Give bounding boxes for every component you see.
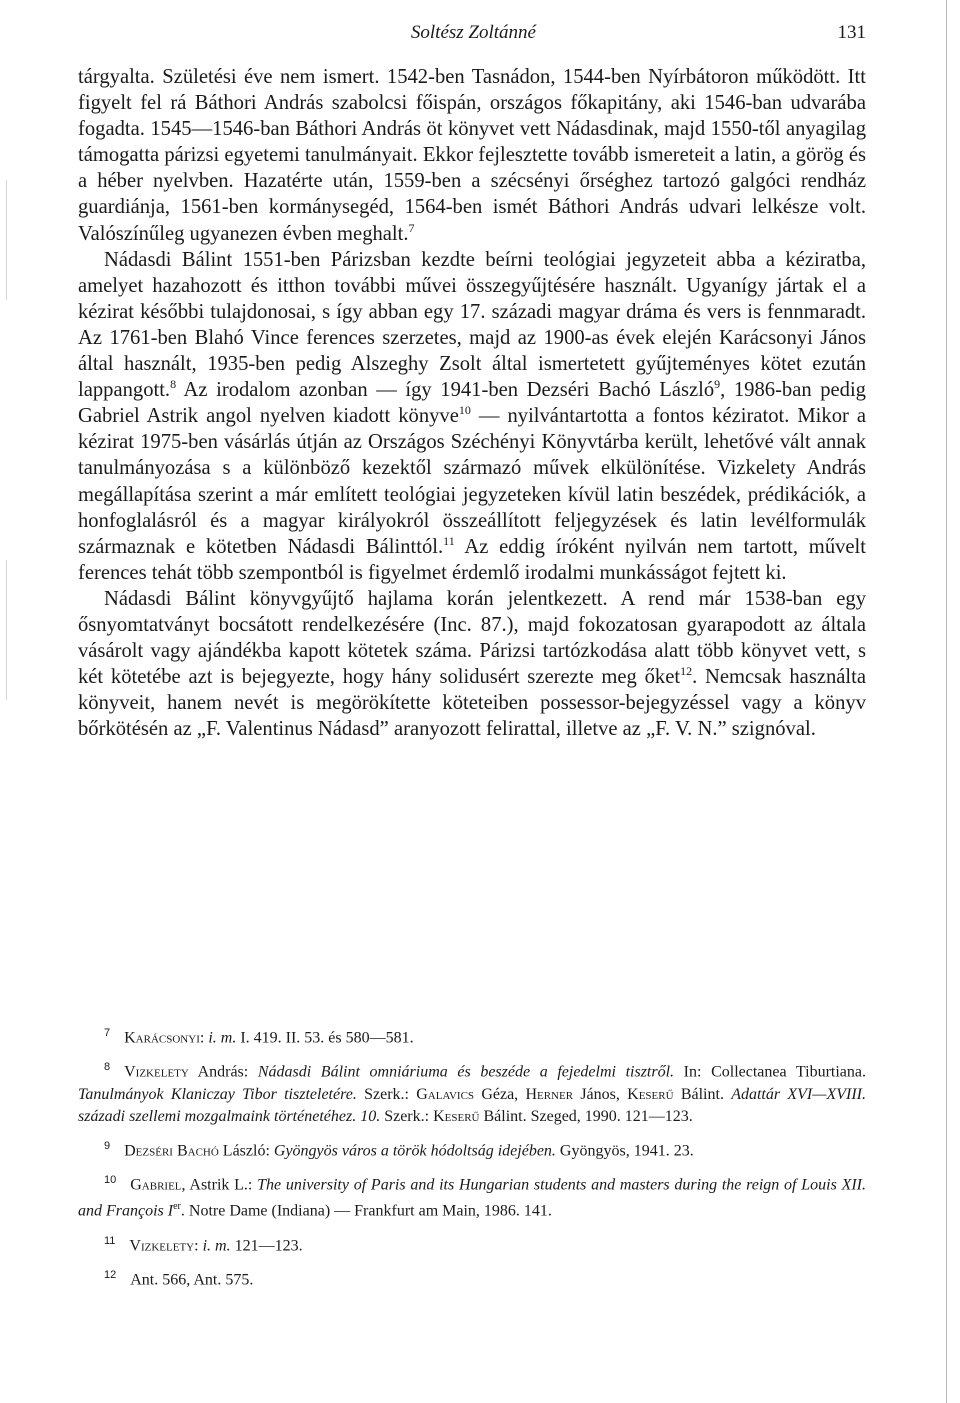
main-text <box>78 64 866 742</box>
footnote-ref[interactable]: 7 <box>408 220 415 235</box>
paragraph: Nádasdi Bálint könyvgyűjtő hajlama korán jelentkezett. A rend már 1538-ban egy ősnyomtatványt bocsátott rendelkezésére (Inc. 87.), majd fokozatosan gyarapodott az általa vásárolt vagy ajándékba kapott kötetek száma. Párizsi tartózkodása alatt több könyvet vett, s két kötetébe azt is bejegyezte, hogy hány solidusért szerezte meg őket$^{12}$. Nemcsak használta könyveit, hanem nevét is megörökítette köteteiben possessor-bejegyzéssel vagy a könyv bőrkötésén az „F. Valentinus Nádasd” aranyozott felirattal, illetve az „F. V. N.” szignóval. <box>78 587 866 741</box>
footnote-ref[interactable]: 10 <box>458 403 471 418</box>
footnotes <box>78 1022 866 1298</box>
scan-edge-line <box>946 0 947 1403</box>
footnote-ref[interactable]: 8 <box>170 377 177 392</box>
paragraph: Nádasdi Bálint 1551-ben Párizsban kezdte beírni teológiai jegyzeteit abba a kéziratba, amelyet hazahozott és itthon további művei összegyűjtésére használt. Ugyanígy jártak el a kézirat későbbi tulajdonosai, s így abban egy 17. századi magyar dráma és vers is fennmaradt. Az 1761-ben Blahó Vince ferences szerzetes, majd az 1900-as évek elején Karácsonyi János által használt, 1935-ben pedig Alszeghy Zsolt által ismertetett gyűjteményes kötet ezután lappangott.$^8$ Az irodalom azonban — így 1941-ben Dezséri Bachó László$^9$, 1986-ban pedig Gabriel Astrik angol nyelven kiadott könyve$^{10}$ — nyilvántartotta a fontos kéziratot. Mikor a kézirat 1975-ben vásárlás útján az Országos Széchényi Könyvtárba került, lehetővé vált annak tanulmányozása s a különböző kezektől származó művek elkülönítése. Vizkelety András megállapítása szerint a már említett teológiai jegyzeteken kívül latin beszédek, prédikációk, a honfoglalásról és a magyar királyokról összeállított feljegyzések és latin levélformulák származnak e kötetben Nádasdi Bálinttól.$^{11}$ Az eddig íróként nyilván nem tartott, művelt ferences tehát több szempontból is figyelmet érdemlő irodalmi munkásságot fejtett ki. <box>78 248 866 584</box>
footnote-ref[interactable]: 11 <box>443 533 455 548</box>
footnote-11: $^{11}$ Vizkelety: i. m. 121—123. <box>104 1234 303 1254</box>
footnote-number: 9 <box>104 1139 111 1152</box>
footnote-10: $^{10}$ Gabriel, Astrik L.: The university of Paris and its Hungarian students and masters during the reign of Louis XII. and François Ier. Notre Dame (Indiana) — Frankfurt am Main, 1986. 141. <box>78 1173 866 1220</box>
page-number: 131 <box>837 22 866 43</box>
footnote-7: $^7$ Karácsonyi: i. m. I. 419. II. 53. és 580—581. <box>104 1027 414 1047</box>
footnote-12: $^{12}$ Ant. 566, Ant. 575. <box>104 1268 254 1289</box>
paragraph: tárgyalta. Születési éve nem ismert. 1542-ben Tasnádon, 1544-ben Nyírbátoron működött. Itt figyelt fel rá Báthori András szabolcsi főispán, országos főkapitány, aki 1546-ban udvarába fogadta. 1545—1546-ban Báthori András öt könyvet vett Nádasdinak, majd 1550-től anyagilag támogatta párizsi egyetemi tanulmányait. Ekkor fejlesztette tovább ismereteit a latin, a görög és a héber nyelvben. Hazatérte után, 1559-ben a szécsényi őrséghez tartozó galgóci rendház guardiánja, 1561-ben kormánysegéd, 1564-ben ismét Báthori András udvari lelkésze volt. Valószínűleg ugyanezen évben meghalt.$^7$ <box>78 66 867 245</box>
footnote-number: 12 <box>104 1268 117 1281</box>
footnote-ref[interactable]: 9 <box>714 377 721 392</box>
footnote-ref[interactable]: 12 <box>680 664 693 679</box>
footnote-8: $^8$ Vizkelety András: Nádasdi Bálint omniáriuma és beszéde a fejedelmi tisztről. In: Collectanea Tiburtiana. Tanulmányok Klaniczay Tibor tiszteletére. Szerk.: Galavics Géza, Herner János, Keserű Bálint. Adattár XVI—XVIII. századi szellemi mozgalmaink történetéhez. 10. Szerk.: Keserű Bálint. Szeged, 1990. 121—123. <box>78 1061 867 1125</box>
footnote-number: 7 <box>104 1027 111 1039</box>
footnote-number: 10 <box>104 1173 117 1186</box>
running-head-author: Soltész Zoltánné <box>410 22 536 43</box>
running-head <box>78 18 866 48</box>
scan-edge-line <box>6 180 7 300</box>
footnote-number: 8 <box>104 1061 111 1074</box>
footnote-9: $^9$ Dezséri Bachó László: Gyöngyös város a török hódoltság idejében. Gyöngyös, 1941. 23. <box>104 1139 694 1159</box>
scan-edge-line <box>6 560 7 700</box>
footnote-number: 11 <box>104 1234 116 1247</box>
